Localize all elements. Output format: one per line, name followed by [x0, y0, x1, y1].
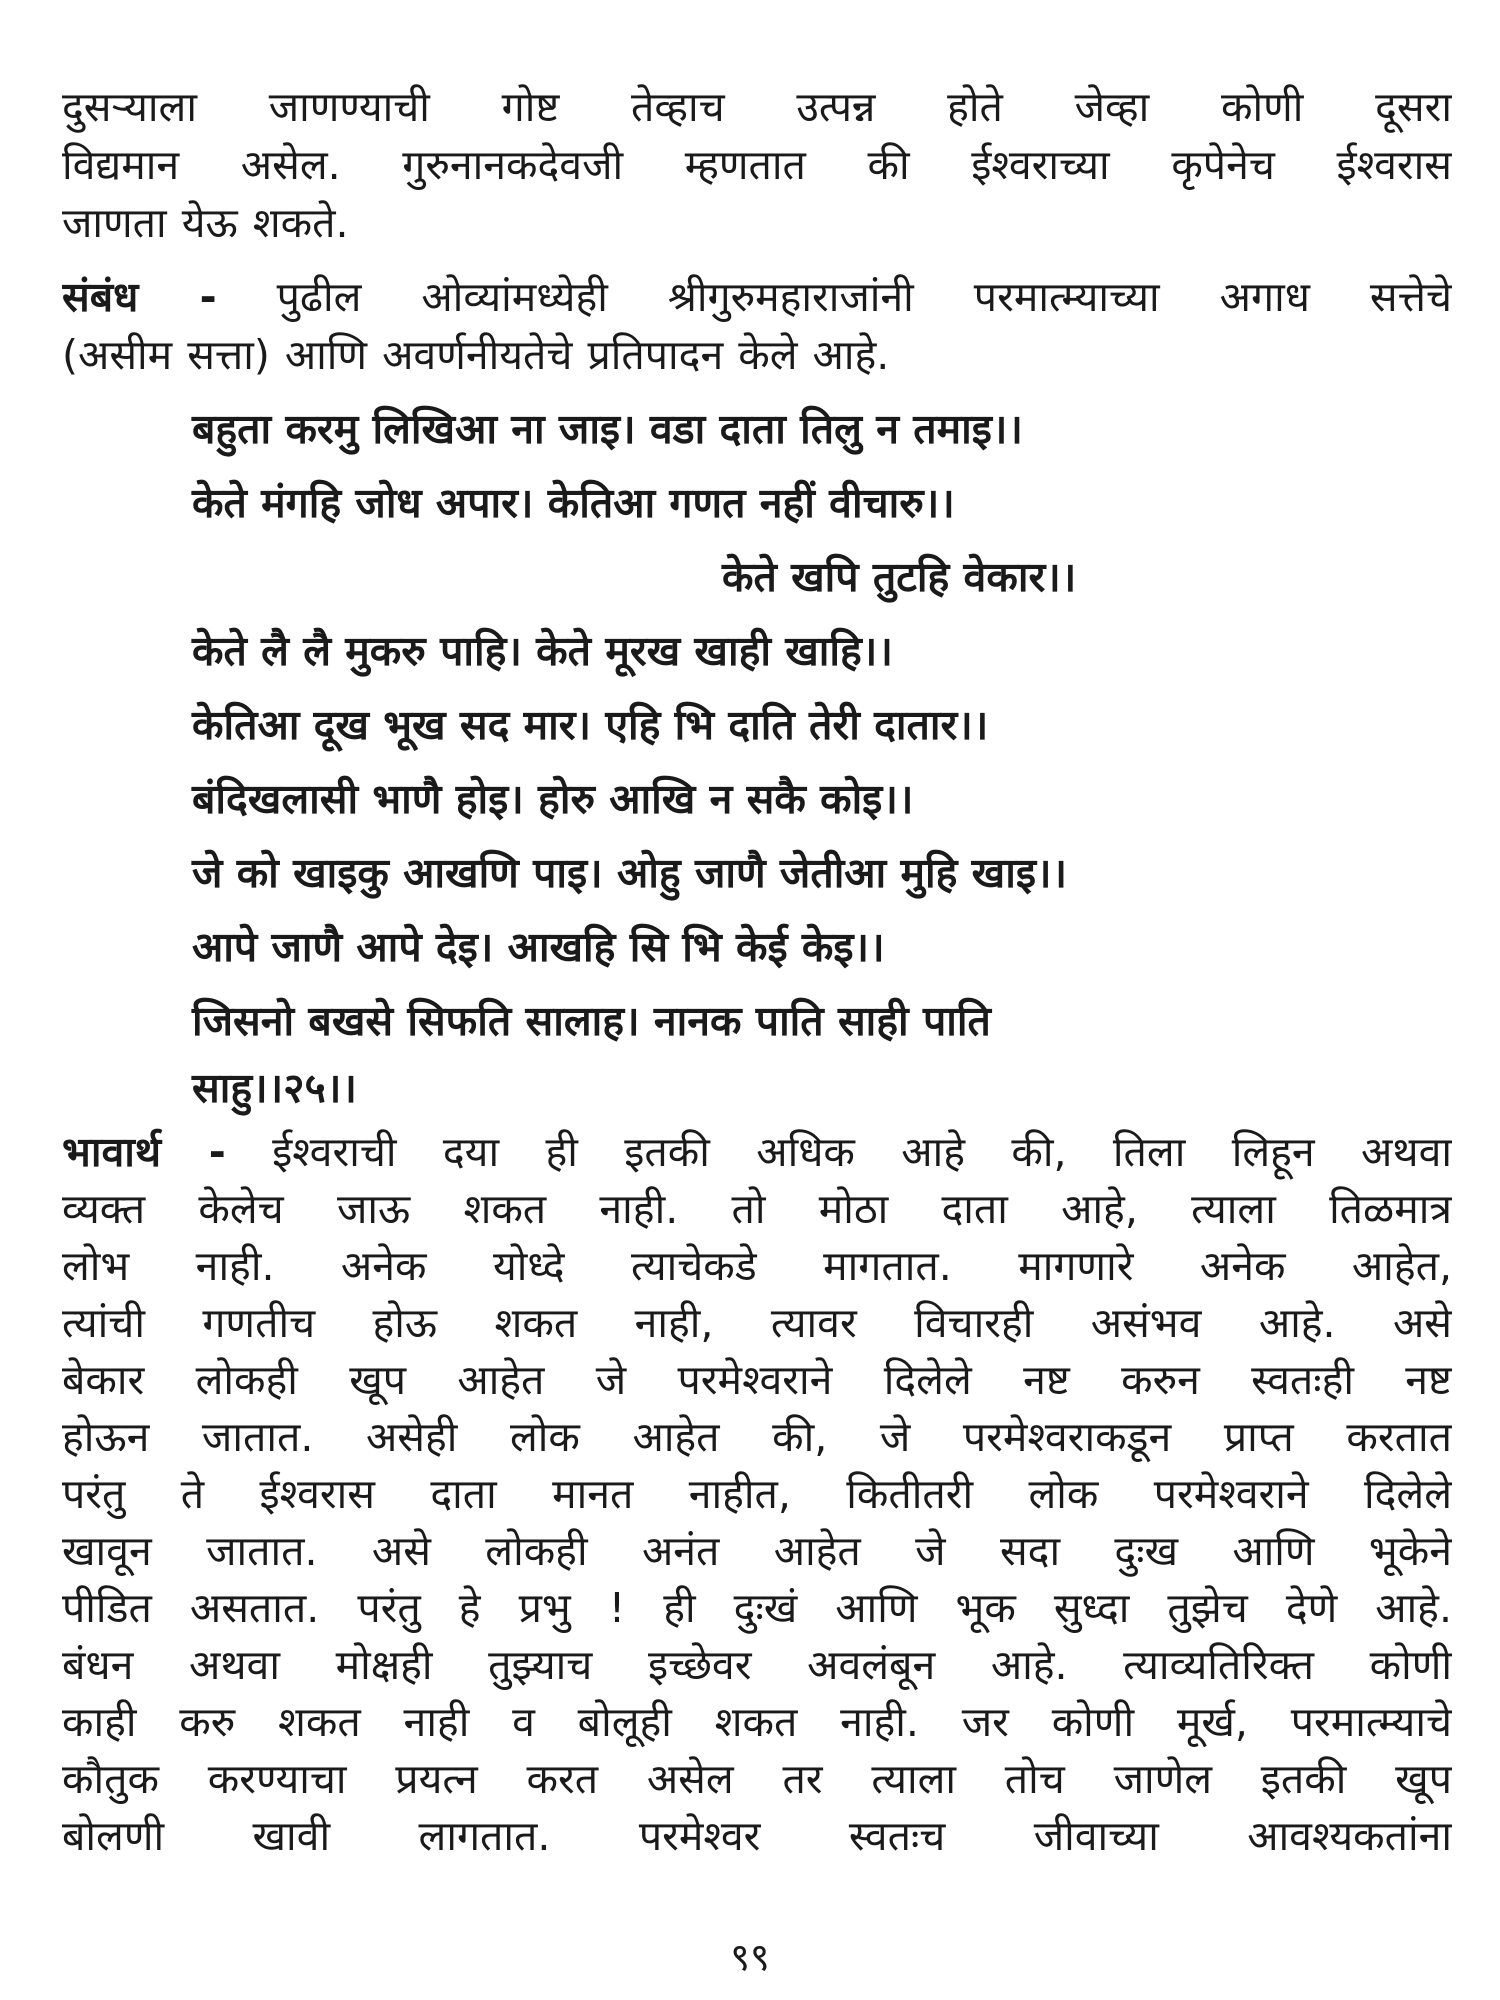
verse-line: आपे जाणै आपे देइ। आखहि सि भि केई केइ।। — [192, 923, 885, 971]
verse-line: जिसनो बखसे सिफति सालाह। नानक पाति साही पाति — [192, 997, 991, 1045]
verse-line: केते खपि तुटहि वेकार।। — [722, 553, 1077, 601]
text-line: खावून जातात. असे लोकही अनंत आहेत जे सदा दुःख आणि भूकेने — [62, 1527, 1452, 1575]
bhavarth-paragraph — [62, 1124, 1452, 1865]
text-line: होऊन जातात. असेही लोक आहेत की, जे परमेश्वराकडून प्राप्त करतात — [62, 1413, 1452, 1461]
text-line: काही करु शकत नाही व बोलूही शकत नाही. जर कोणी मूर्ख, परमात्म्याचे — [62, 1698, 1452, 1746]
verse-line: जे को खाइकु आखणि पाइ। ओहु जाणै जेतीआ मुहि खाइ।। — [192, 849, 1068, 897]
text-line: त्यांची गणतीच होऊ शकत नाही, त्यावर विचारही असंभव आहे. असे — [62, 1299, 1452, 1347]
text-line: परंतु ते ईश्वरास दाता मानत नाहीत, कितीतरी लोक परमेश्वराने दिलेले — [62, 1470, 1452, 1518]
sambandh-text: पुढील ओव्यांमध्येही श्रीगुरुमहाराजांनी परमात्म्याच्या अगाध सत्तेचे — [276, 273, 1452, 321]
intro-paragraph — [62, 78, 1452, 252]
verse-line: केतिआ दूख भूख सद मार। एहि भि दाति तेरी दातार।। — [192, 701, 989, 749]
text-line: जाणता येऊ शकते. — [62, 199, 349, 247]
text-line: विद्यमान असेल. गुरुनानकदेवजी म्हणतात की ईश्वराच्या कृपेनेच ईश्वरास — [62, 141, 1452, 189]
text-line — [62, 1124, 1452, 1181]
text-line: दुसऱ्याला जाणण्याची गोष्ट तेव्हाच उत्पन्न होते जेव्हा कोणी दूसरा — [62, 83, 1452, 131]
page-body — [62, 78, 1452, 1865]
bhavarth-text: ईश्वराची दया ही इतकी अधिक आहे की, तिला लिहून अथवा — [272, 1128, 1452, 1176]
text-line: व्यक्त केलेच जाऊ शकत नाही. तो मोठा दाता आहे, त्याला तिळमात्र — [62, 1185, 1452, 1233]
text-line: बोलणी खावी लागतात. परमेश्वर स्वतःच जीवाच्या आवश्यकतांना — [62, 1812, 1452, 1860]
text-line: कौतुक करण्याचा प्रयत्न करत असेल तर त्याला तोच जाणेल इतकी खूप — [62, 1755, 1452, 1803]
text-line: बंधन अथवा मोक्षही तुझ्याच इच्छेवर अवलंबून आहे. त्याव्यतिरिक्त कोणी — [62, 1641, 1452, 1689]
text-line: पीडित असतात. परंतु हे प्रभु ! ही दुःखं आणि भूक सुध्दा तुझेच देणे आहे. — [62, 1584, 1452, 1632]
verse-line: बंदिखलासी भाणै होइ। होरु आखि न सकै कोइ।। — [192, 775, 914, 823]
text-line: लोभ नाही. अनेक योध्दे त्याचेकडे मागतात. मागणारे अनेक आहेत, — [62, 1242, 1452, 1290]
verse-line: केते मंगहि जोध अपार। केतिआ गणत नहीं वीचारु।। — [192, 479, 955, 527]
verse-line: बहुता करमु लिखिआ ना जाइ। वडा दाता तिलु न तमाइ।। — [192, 405, 1023, 453]
verse-line: केते लै लै मुकरु पाहि। केते मूरख खाही खाहि।। — [192, 627, 893, 675]
page-number: ९९ — [730, 1935, 770, 1979]
verse-block — [62, 392, 1452, 1118]
sambandh-label: संबंध - — [62, 273, 217, 321]
sambandh-paragraph — [62, 268, 1452, 384]
text-line: बेकार लोकही खूप आहेत जे परमेश्वराने दिलेले नष्ट करुन स्वतःही नष्ट — [62, 1356, 1452, 1404]
text-line: (असीम सत्ता) आणि अवर्णनीयतेचे प्रतिपादन केले आहे. — [62, 331, 890, 379]
verse-line: साहु।।२५।। — [192, 1064, 357, 1112]
bhavarth-label: भावार्थ - — [62, 1128, 226, 1176]
text-line — [62, 268, 1452, 326]
